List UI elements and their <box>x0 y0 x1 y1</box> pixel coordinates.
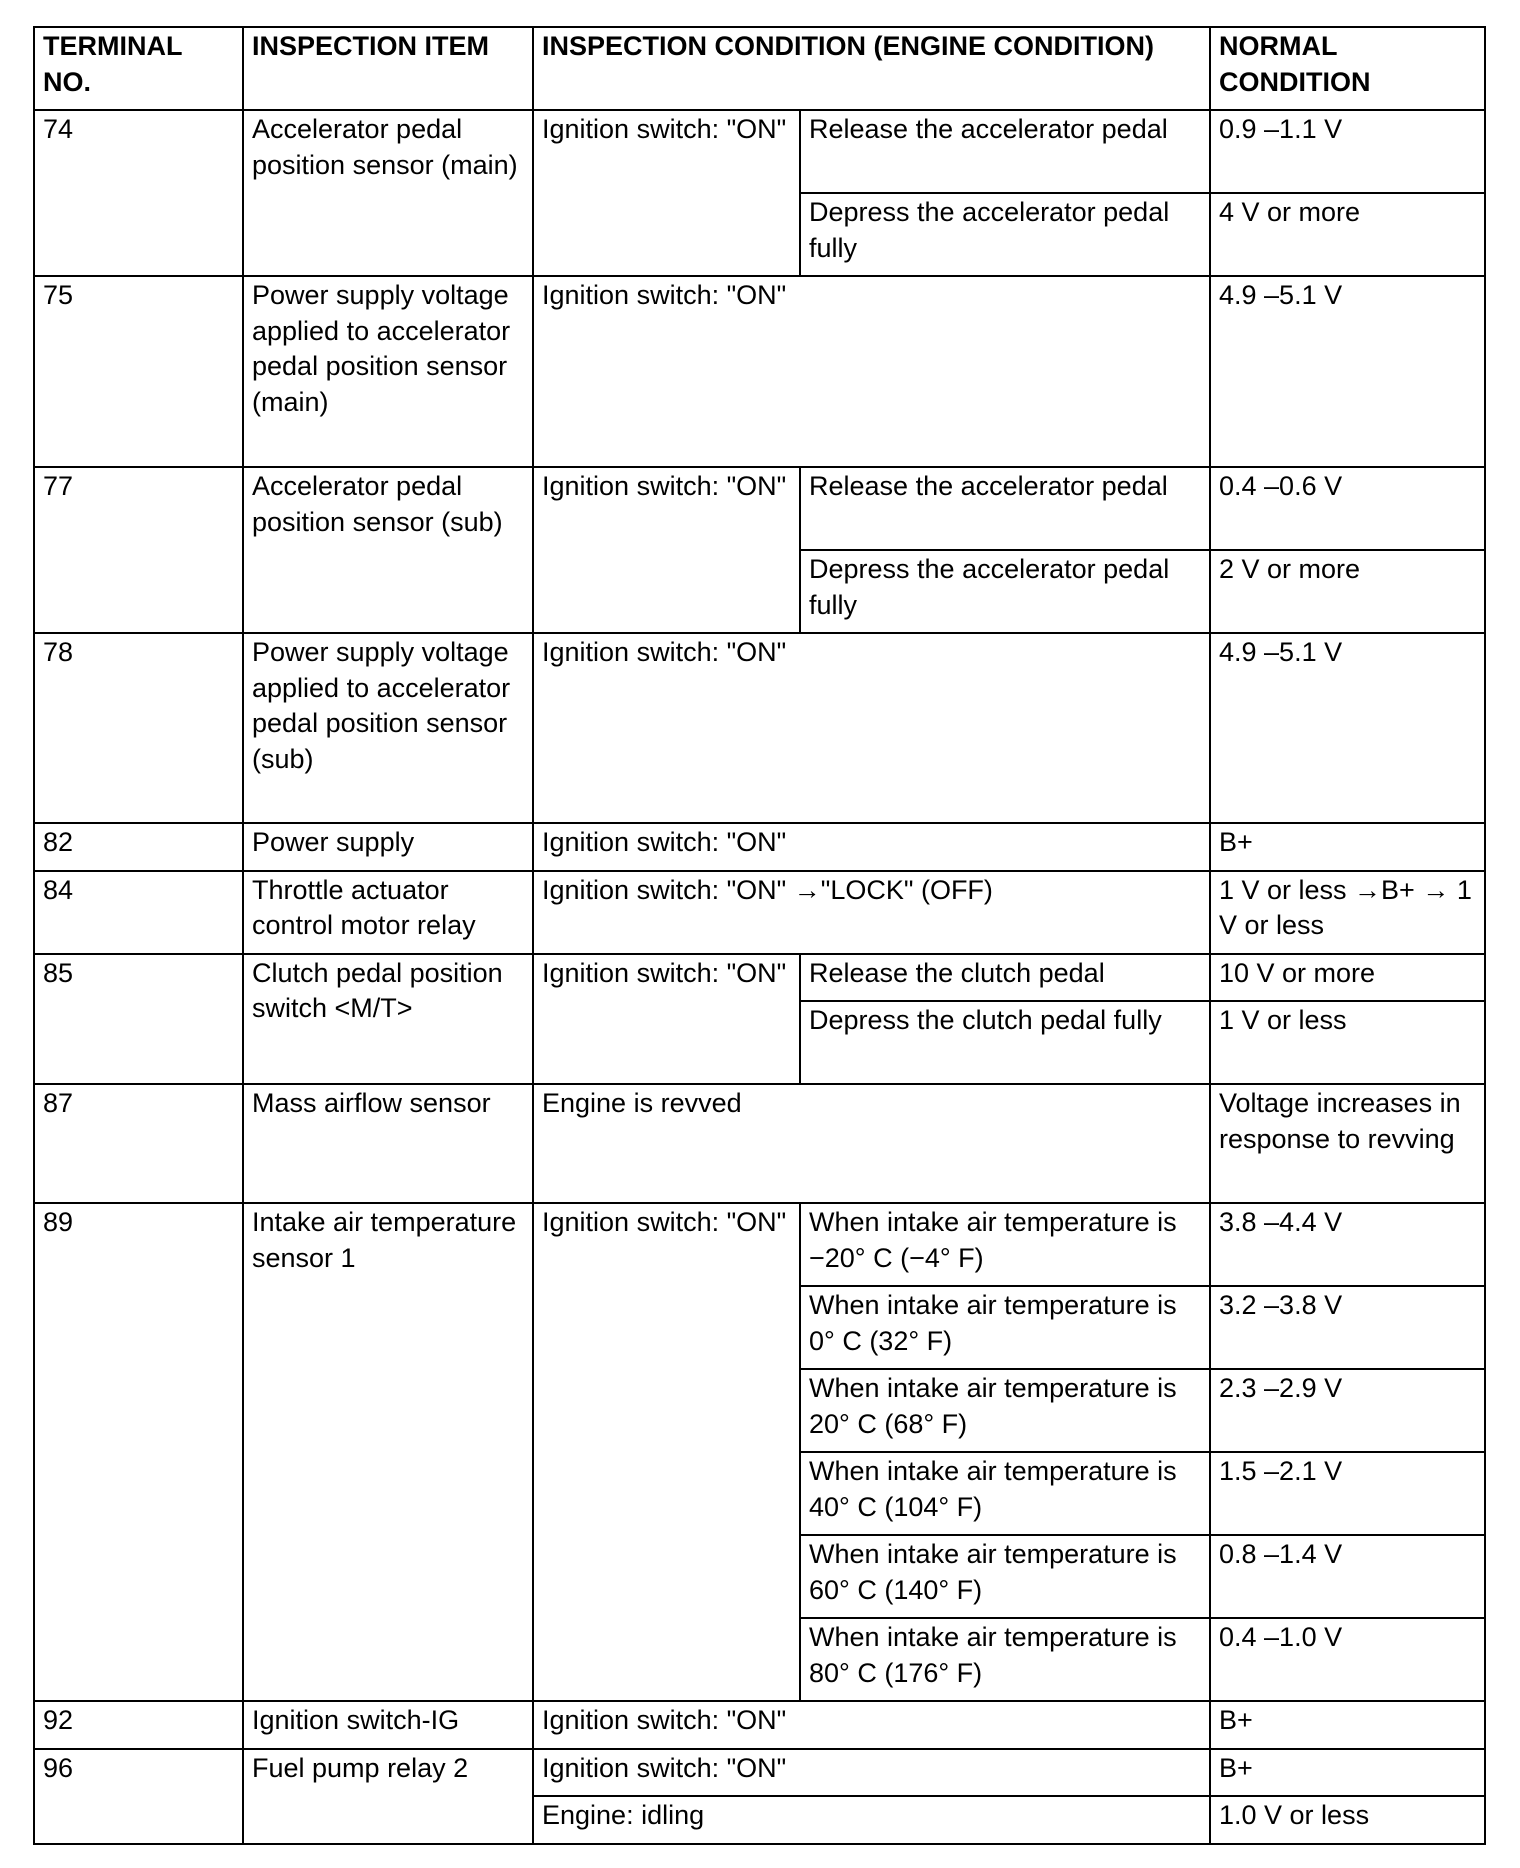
normal-condition: 2 V or more <box>1210 550 1485 633</box>
inspection-item: Accelerator pedal position sensor (main) <box>243 110 533 276</box>
table-row <box>34 1749 1485 1797</box>
inspection-subcondition: Depress the clutch pedal fully <box>800 1001 1210 1084</box>
table-row <box>34 467 1485 550</box>
inspection-item: Power supply voltage applied to accelerator pedal position sensor (sub) <box>243 633 533 823</box>
table-row <box>34 871 1485 954</box>
inspection-item: Intake air temperature sensor 1 <box>243 1203 533 1701</box>
normal-condition: 4.9 –5.1 V <box>1210 633 1485 823</box>
normal-condition: B+ <box>1210 1701 1485 1749</box>
inspection-item: Fuel pump relay 2 <box>243 1749 533 1844</box>
inspection-item: Mass airflow sensor <box>243 1084 533 1203</box>
terminal-no: 74 <box>34 110 243 276</box>
normal-condition: B+ <box>1210 1749 1485 1797</box>
terminal-no: 87 <box>34 1084 243 1203</box>
inspection-subcondition: When intake air temperature is 60° C (140° F) <box>800 1535 1210 1618</box>
normal-condition: 0.4 –1.0 V <box>1210 1618 1485 1701</box>
inspection-condition: Ignition switch: "ON" <box>533 110 800 276</box>
inspection-condition: Ignition switch: "ON" <box>533 467 800 633</box>
inspection-condition: Ignition switch: "ON" <box>533 954 800 1085</box>
inspection-subcondition: When intake air temperature is 20° C (68° F) <box>800 1369 1210 1452</box>
inspection-item: Throttle actuator control motor relay <box>243 871 533 954</box>
inspection-condition: Ignition switch: "ON" <box>533 1701 1210 1749</box>
header-item: INSPECTION ITEM <box>243 27 533 110</box>
inspection-condition: Ignition switch: "ON" <box>533 276 1210 467</box>
terminal-no: 96 <box>34 1749 243 1844</box>
normal-condition: 1 V or less <box>1210 1001 1485 1084</box>
inspection-item: Clutch pedal position switch <M/T> <box>243 954 533 1085</box>
inspection-subcondition: When intake air temperature is −20° C (−4° F) <box>800 1203 1210 1286</box>
terminal-no: 92 <box>34 1701 243 1749</box>
table-row <box>34 823 1485 871</box>
terminal-no: 85 <box>34 954 243 1085</box>
inspection-condition: Ignition switch: "ON" <box>533 1203 800 1701</box>
terminal-no: 78 <box>34 633 243 823</box>
normal-condition: 1.5 –2.1 V <box>1210 1452 1485 1535</box>
terminal-no: 82 <box>34 823 243 871</box>
inspection-item: Power supply voltage applied to accelerator pedal position sensor (main) <box>243 276 533 467</box>
header-terminal: TERMINAL NO. <box>34 27 243 110</box>
inspection-subcondition: When intake air temperature is 80° C (176° F) <box>800 1618 1210 1701</box>
inspection-subcondition: Release the accelerator pedal <box>800 110 1210 193</box>
inspection-condition: Ignition switch: "ON" →"LOCK" (OFF) <box>533 871 1210 954</box>
normal-condition: 4 V or more <box>1210 193 1485 276</box>
terminal-no: 84 <box>34 871 243 954</box>
inspection-item: Accelerator pedal position sensor (sub) <box>243 467 533 633</box>
normal-condition: 0.4 –0.6 V <box>1210 467 1485 550</box>
table-body <box>34 110 1485 1844</box>
table-row <box>34 954 1485 1002</box>
inspection-subcondition: Depress the accelerator pedal fully <box>800 193 1210 276</box>
inspection-item: Ignition switch-IG <box>243 1701 533 1749</box>
normal-condition: 1 V or less →B+ → 1 V or less <box>1210 871 1485 954</box>
normal-condition: 0.9 –1.1 V <box>1210 110 1485 193</box>
terminal-no: 75 <box>34 276 243 467</box>
inspection-condition: Engine: idling <box>533 1796 1210 1844</box>
header-row <box>34 27 1485 110</box>
table-row <box>34 633 1485 823</box>
inspection-condition: Engine is revved <box>533 1084 1210 1203</box>
table-row <box>34 276 1485 467</box>
table-row <box>34 1701 1485 1749</box>
inspection-condition: Ignition switch: "ON" <box>533 1749 1210 1797</box>
normal-condition: Voltage increases in response to revving <box>1210 1084 1485 1203</box>
inspection-subcondition: Release the clutch pedal <box>800 954 1210 1002</box>
normal-condition: 2.3 –2.9 V <box>1210 1369 1485 1452</box>
inspection-item: Power supply <box>243 823 533 871</box>
normal-condition: B+ <box>1210 823 1485 871</box>
normal-condition: 1.0 V or less <box>1210 1796 1485 1844</box>
inspection-subcondition: Depress the accelerator pedal fully <box>800 550 1210 633</box>
table-row <box>34 110 1485 193</box>
normal-condition: 3.2 –3.8 V <box>1210 1286 1485 1369</box>
terminal-no: 89 <box>34 1203 243 1701</box>
inspection-subcondition: Release the accelerator pedal <box>800 467 1210 550</box>
table-row <box>34 1084 1485 1203</box>
normal-condition: 3.8 –4.4 V <box>1210 1203 1485 1286</box>
inspection-subcondition: When intake air temperature is 40° C (104° F) <box>800 1452 1210 1535</box>
inspection-condition: Ignition switch: "ON" <box>533 633 1210 823</box>
terminal-no: 77 <box>34 467 243 633</box>
inspection-condition: Ignition switch: "ON" <box>533 823 1210 871</box>
table-row <box>34 1203 1485 1286</box>
normal-condition: 10 V or more <box>1210 954 1485 1002</box>
terminal-inspection-table <box>33 26 1486 1845</box>
normal-condition: 0.8 –1.4 V <box>1210 1535 1485 1618</box>
header-normal: NORMAL CONDITION <box>1210 27 1485 110</box>
header-condition: INSPECTION CONDITION (ENGINE CONDITION) <box>533 27 1210 110</box>
inspection-subcondition: When intake air temperature is 0° C (32° F) <box>800 1286 1210 1369</box>
normal-condition: 4.9 –5.1 V <box>1210 276 1485 467</box>
